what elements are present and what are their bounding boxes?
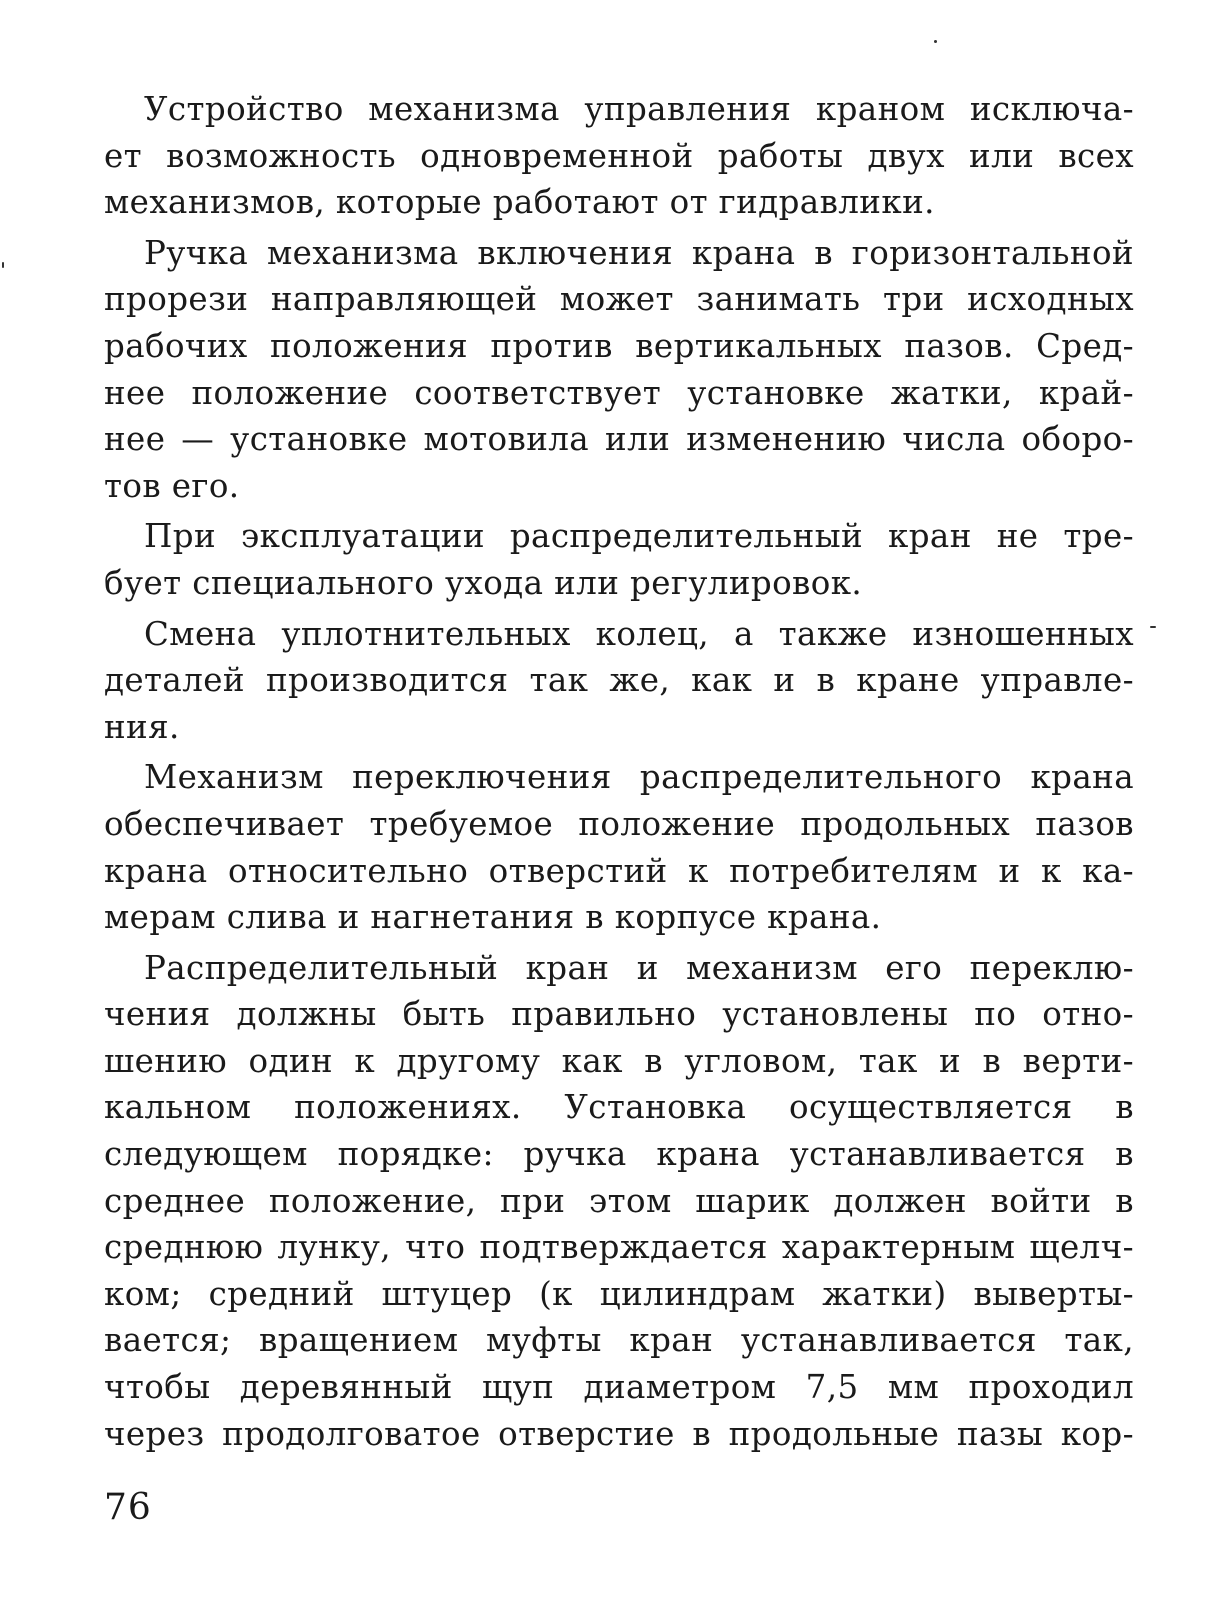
text-line: деталей производится так же, как и в кране управле- — [104, 661, 1134, 700]
paragraph-2 — [104, 230, 1134, 510]
paragraph-3 — [104, 513, 1134, 606]
text-line: кальном положениях. Установка осуществляется в — [104, 1088, 1134, 1127]
text-line: нее — установке мотовила или изменению числа оборо- — [104, 420, 1134, 459]
text-line: механизмов, которые работают от гидравлики. — [104, 183, 935, 222]
text-line: вается; вращением муфты кран устанавливается так, — [104, 1321, 1134, 1360]
text-line: чтобы деревянный щуп диаметром 7,5 мм проходил — [104, 1368, 1134, 1407]
text-line: Ручка механизма включения крана в горизонтальной — [144, 233, 1134, 272]
text-line: рабочих положения против вертикальных пазов. Сред- — [104, 326, 1134, 365]
text-line: обеспечивает требуемое положение продольных пазов — [104, 804, 1134, 843]
paragraph-4 — [104, 611, 1134, 751]
text-line: бует специального ухода или регулировок. — [104, 563, 863, 602]
text-line: ком; средний штуцер (к цилиндрам жатки) выверты- — [104, 1274, 1134, 1313]
text-line: Смена уплотнительных колец, а также изношенных — [144, 614, 1134, 653]
text-line: прорези направляющей может занимать три исходных — [104, 280, 1134, 319]
text-line: через продолговатое отверстие в продольные пазы кор- — [104, 1414, 1134, 1453]
text-line: нее положение соответствует установке жатки, край- — [104, 373, 1134, 412]
scan-speck — [934, 40, 937, 43]
text-line: мерам слива и нагнетания в корпусе крана. — [104, 898, 882, 937]
text-line: следующем порядке: ручка крана устанавливается в — [104, 1135, 1134, 1174]
paragraph-1 — [104, 86, 1134, 226]
text-line: Устройство механизма управления краном исключа- — [144, 90, 1134, 128]
scan-speck — [1150, 626, 1156, 628]
text-line: шению один к другому как в угловом, так и в верти- — [104, 1041, 1134, 1080]
text-line: ет возможность одновременной работы двух или всех — [104, 136, 1134, 175]
text-line: чения должны быть правильно установлены по отно- — [104, 995, 1134, 1034]
text-line: среднюю лунку, что подтверждается характерным щелч- — [104, 1228, 1134, 1267]
paragraph-6 — [104, 945, 1134, 1458]
text-line: При эксплуатации распределительный кран не тре- — [144, 517, 1134, 556]
text-line: тов его. — [104, 466, 240, 505]
text-line: крана относительно отверстий к потребителям и к ка- — [104, 851, 1134, 890]
text-line: Механизм переключения распределительного крана — [144, 758, 1134, 797]
text-line: Распределительный кран и механизм его переклю- — [144, 948, 1134, 987]
paragraph-5 — [104, 754, 1134, 940]
text-line: среднее положение, при этом шарик должен войти в — [104, 1181, 1134, 1220]
page-number: 76 — [104, 1487, 152, 1528]
text-line: ния. — [104, 707, 180, 746]
page-body — [104, 86, 1134, 1457]
scan-speck — [2, 262, 4, 268]
